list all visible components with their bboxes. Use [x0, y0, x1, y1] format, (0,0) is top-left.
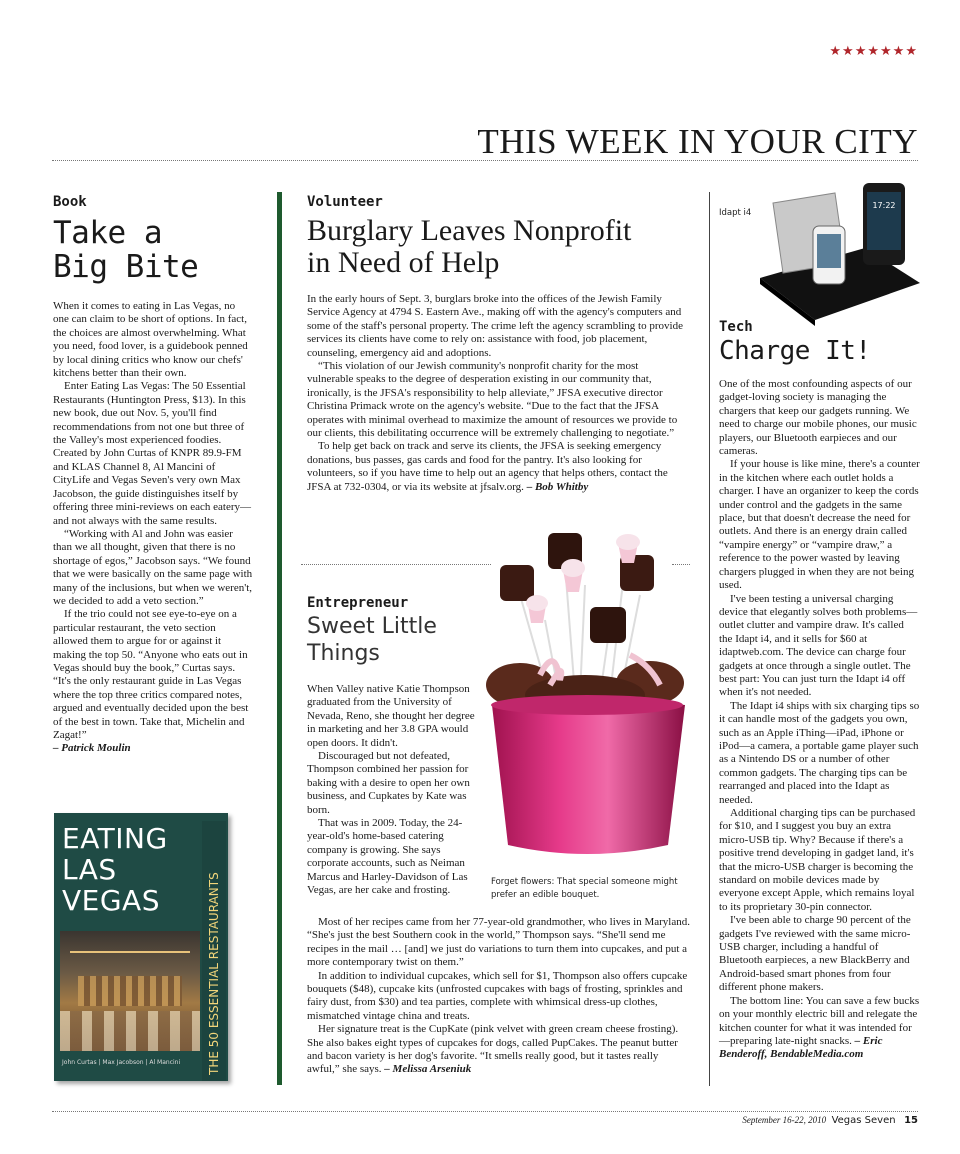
pink-pot: [492, 699, 685, 854]
book-kicker: Book: [53, 194, 87, 210]
book-headline-line1: Take a: [53, 215, 162, 251]
page-number: 15: [904, 1115, 918, 1126]
entrepreneur-paragraph: Discouraged but not defeated, Thompson combined her passion for baking with a desire to open her own business, and Cupkates by Kate was born.: [307, 750, 470, 816]
book-body: [53, 300, 253, 756]
volunteer-headline-line1: Burglary Leaves Nonprofit: [307, 214, 632, 247]
tech-photo-label: Idapt i4: [719, 208, 752, 218]
footer-date: September 16-22, 2010: [742, 1115, 827, 1125]
entrepreneur-body-wide: [307, 916, 690, 1077]
entrepreneur-paragraph-text: Her signature treat is the CupKate (pink velvet with green cream cheese frosting). She also bakes eight types of cupcakes for dogs, called PupCakes. The peanut butter and bacon variety is her dog's favorite. “It smells really good, but it tastes really awful,” she says.: [307, 1023, 679, 1076]
cupcake-bouquet-photo: [480, 525, 695, 875]
column-divider-bar: [277, 192, 282, 1085]
entrepreneur-paragraph: When Valley native Katie Thompson graduated from the University of Nevada, Reno, she thought her degree in marketing and her 3.8 GPA would open doors. It didn't.: [307, 683, 475, 749]
volunteer-paragraph: [307, 440, 687, 494]
book-paragraph: If the trio could not see eye-to-eye on a particular restaurant, the veto section allowed them to argue for or against it making the top 50. “Anyone who eats out in Vegas should buy the book,” Curtas says. “It's the only restaurant guide in Las Vegas where the top three critics compared notes, argued and eventually decided upon the best of the best in town. Take that, Michelin and Zagat!”: [53, 608, 249, 741]
tech-paragraph: The Idapt i4 ships with six charging tips so it can handle most of the gadgets you own, such as an Apple iThing—iPad, iPhone or iPod—a camera, a portable game player such as a Nintendo DS or a number of other common gadgets. The charging tips can be rearranged and placed into the Idapt as needed.: [719, 699, 920, 806]
tech-paragraph: I've been testing a universal charging device that elegantly solves both problems—outlet clutter and vampire draw. It's called the Idapt i4, and it sells for $60 at idaptweb.com. The device can charge four gadgets at once through a single outlet. The best part: You can just turn the Idapt i4 off when it's not needed.: [719, 592, 918, 699]
tech-paragraph: One of the most confounding aspects of our gadget-loving society is managing the chargers that keep our gadgets running. We need to charge our mobile phones, our music players, our Bluetooth earpieces and our cameras.: [719, 378, 917, 458]
cover-side-text: THE 50 ESSENTIAL RESTAURANTS: [207, 872, 221, 1075]
volunteer-headline-line2: in Need of Help: [307, 246, 500, 279]
book-paragraph: “Working with Al and John was easier than we all thought, given that there is no shortage of egos,” Jacobson says. “We found that we were basically on the same page with many of the inclusions, but when we weren't, we decided to add a veto section.”: [53, 527, 253, 607]
volunteer-paragraph-text: To help get back on track and serve its clients, the JFSA is seeking emergency donations, bus passes, gas cards and food for the pantry. It's also looking for volunteers, so if you have time to help out an agency that helps others, contact the JFSA at 732-0304, or via its website at jfsalv.org.: [307, 440, 668, 493]
footer-magazine: Vegas Seven: [831, 1115, 896, 1126]
tech-body: [719, 378, 920, 1062]
book-cover-image: [54, 813, 228, 1081]
entrepreneur-headline-line1: Sweet Little: [307, 614, 437, 639]
entrepreneur-article: [307, 595, 477, 898]
cover-title-line3: VEGAS: [62, 884, 160, 917]
tech-paragraph: I've been able to charge 90 percent of the gadgets I've reviewed with the same micro-USB charger, including a handful of Bluetooth earpieces, a new BlackBerry and Android-based smart phones from four different phone makers.: [719, 914, 911, 994]
tech-paragraph-text: The bottom line: You can save a few bucks on your monthly electric bill and relegate the kitchen counter for what it was intended for—preparing late-night snacks.: [719, 994, 920, 1047]
tech-paragraph: Additional charging tips can be purchased for $10, and I suggest you buy an extra micro-USB tip. Why? Because if there's a positive trend developing in gadget land, it's that the micro-USB charger is becoming the standard on mobile devices made by everyone except Apple, which remains loyal to its proprietary 30-pin connector.: [719, 807, 916, 913]
tech-byline: – Eric Benderoff, BendableMedia.com: [719, 1034, 883, 1061]
section-title: THIS WEEK IN YOUR CITY: [477, 122, 918, 161]
cover-authors: John Curtas | Max Jacobson | Al Mancini: [62, 1059, 181, 1066]
entrepreneur-paragraph: [307, 1023, 690, 1077]
volunteer-paragraph: “This violation of our Jewish community's nonprofit charity for the most vulnerable speaks to the degree of desperation existing in our community that, ironically, is the JFSA's responsibility to help alleviate,” JFSA executive director Christina Primack wrote on the agency's website. “Due to the fact that the JFSA operates with minimal overhead to maximize the amount of resources we provide to our clients, this debilitating occurrence will be extremely challenging to negotiate.”: [307, 360, 678, 440]
cover-restaurant-photo: [60, 931, 200, 1051]
book-headline: [53, 216, 253, 284]
volunteer-kicker: Volunteer: [307, 194, 383, 210]
page-footer: [742, 1115, 918, 1126]
entrepreneur-headline: [307, 613, 477, 667]
marshmallow-1: [500, 565, 534, 601]
tech-headline: Charge It!: [719, 336, 871, 366]
book-paragraph: When it comes to eating in Las Vegas, no one can claim to be short of options. In fact, the choices are almost overwhelming. What you need, food lover, is a guidebook penned by local dining critics who know our chefs' kitchens better than their own.: [53, 300, 248, 380]
book-article: [53, 194, 253, 756]
cupcake-caption: Forget flowers: That special someone might prefer an edible bouquet.: [491, 877, 678, 900]
entrepreneur-paragraph: Most of her recipes came from her 77-year-old grandmother, who lives in Maryland. “She's just the best Southern cook in the world,” Thompson says. “She'll send me recipes in the mail … [and] we just do variations to turn them into cupcakes, and put a more contemporary twist on them.”: [307, 916, 690, 969]
tech-paragraph: [719, 995, 920, 1062]
tech-article: [719, 319, 920, 1062]
phone-clock: 17:22: [872, 201, 896, 210]
tech-kicker: Tech: [719, 319, 753, 335]
volunteer-byline: – Bob Whitby: [526, 480, 589, 493]
book-headline-line2: Big Bite: [53, 249, 199, 285]
top-divider: [52, 160, 918, 161]
cover-title-line1: EATING: [62, 822, 168, 855]
volunteer-body: [307, 293, 687, 494]
entrepreneur-headline-line2: Things: [307, 641, 380, 666]
volunteer-article: [307, 194, 687, 494]
right-column-rule: [709, 192, 710, 1086]
mid-divider: [301, 564, 491, 565]
volunteer-headline: [307, 215, 687, 279]
volunteer-paragraph: In the early hours of Sept. 3, burglars broke into the offices of the Jewish Family Service Agency at 4794 S. Eastern Ave., making off with the agency's computers and some of the staff's personal property. The crime left the agency scrambling to provide services its clients have come to rely on: assistance with food, job placement, counseling, emergency aid and adoptions.: [307, 293, 683, 359]
idapt-charger-photo: [755, 178, 920, 328]
entrepreneur-kicker: Entrepreneur: [307, 595, 409, 611]
marshmallow-4: [590, 607, 626, 643]
entrepreneur-paragraph: In addition to individual cupcakes, which sell for $1, Thompson also offers cupcake bouquets ($48), cupcake kits (unfrosted cupcakes with bags of frosting, sprinkles and fairy dust, from $30) and tea parties, complete with whimsical dress-up clothes, mismatched vintage china and treats.: [307, 969, 688, 1022]
bottom-divider: [52, 1111, 918, 1112]
entrepreneur-paragraph: That was in 2009. Today, the 24-year-old's home-based catering company is growing. She says corporate accounts, such as Neiman Marcus and Harley-Davidson of Las Vegas, are her cake and frosting.: [307, 817, 468, 897]
entrepreneur-byline: – Melissa Arseniuk: [384, 1063, 472, 1076]
cover-title-line2: LAS: [62, 853, 117, 886]
book-byline: – Patrick Moulin: [53, 742, 131, 755]
decorative-stars: ★★★★★★★: [829, 44, 918, 59]
entrepreneur-body-narrow: [307, 683, 477, 898]
book-paragraph: Enter Eating Las Vegas: The 50 Essential Restaurants (Huntington Press, $13). In this new book, due out Nov. 5, you'll find recommendations from not one but three of the Valley's most experienced foodies. Created by John Curtas of KNPR 89.9-FM and KLAS Channel 8, Al Mancini of CityLife and Vegas Seven's very own Max Jacobson, the guide distinguishes itself by offering three mini-reviews on each eatery—and not always with the same results.: [53, 380, 252, 527]
tech-paragraph: If your house is like mine, there's a counter in the kitchen where each outlet holds a charger. I have an organizer to keep the cords under control and the gadgets in the same place, but that doesn't decrease the need for outlets. And there is an energy drain called “vampire energy” or “vampire draw,” a reference to the power wasted by leaving chargers plugged in when they are not being used.: [719, 458, 920, 592]
